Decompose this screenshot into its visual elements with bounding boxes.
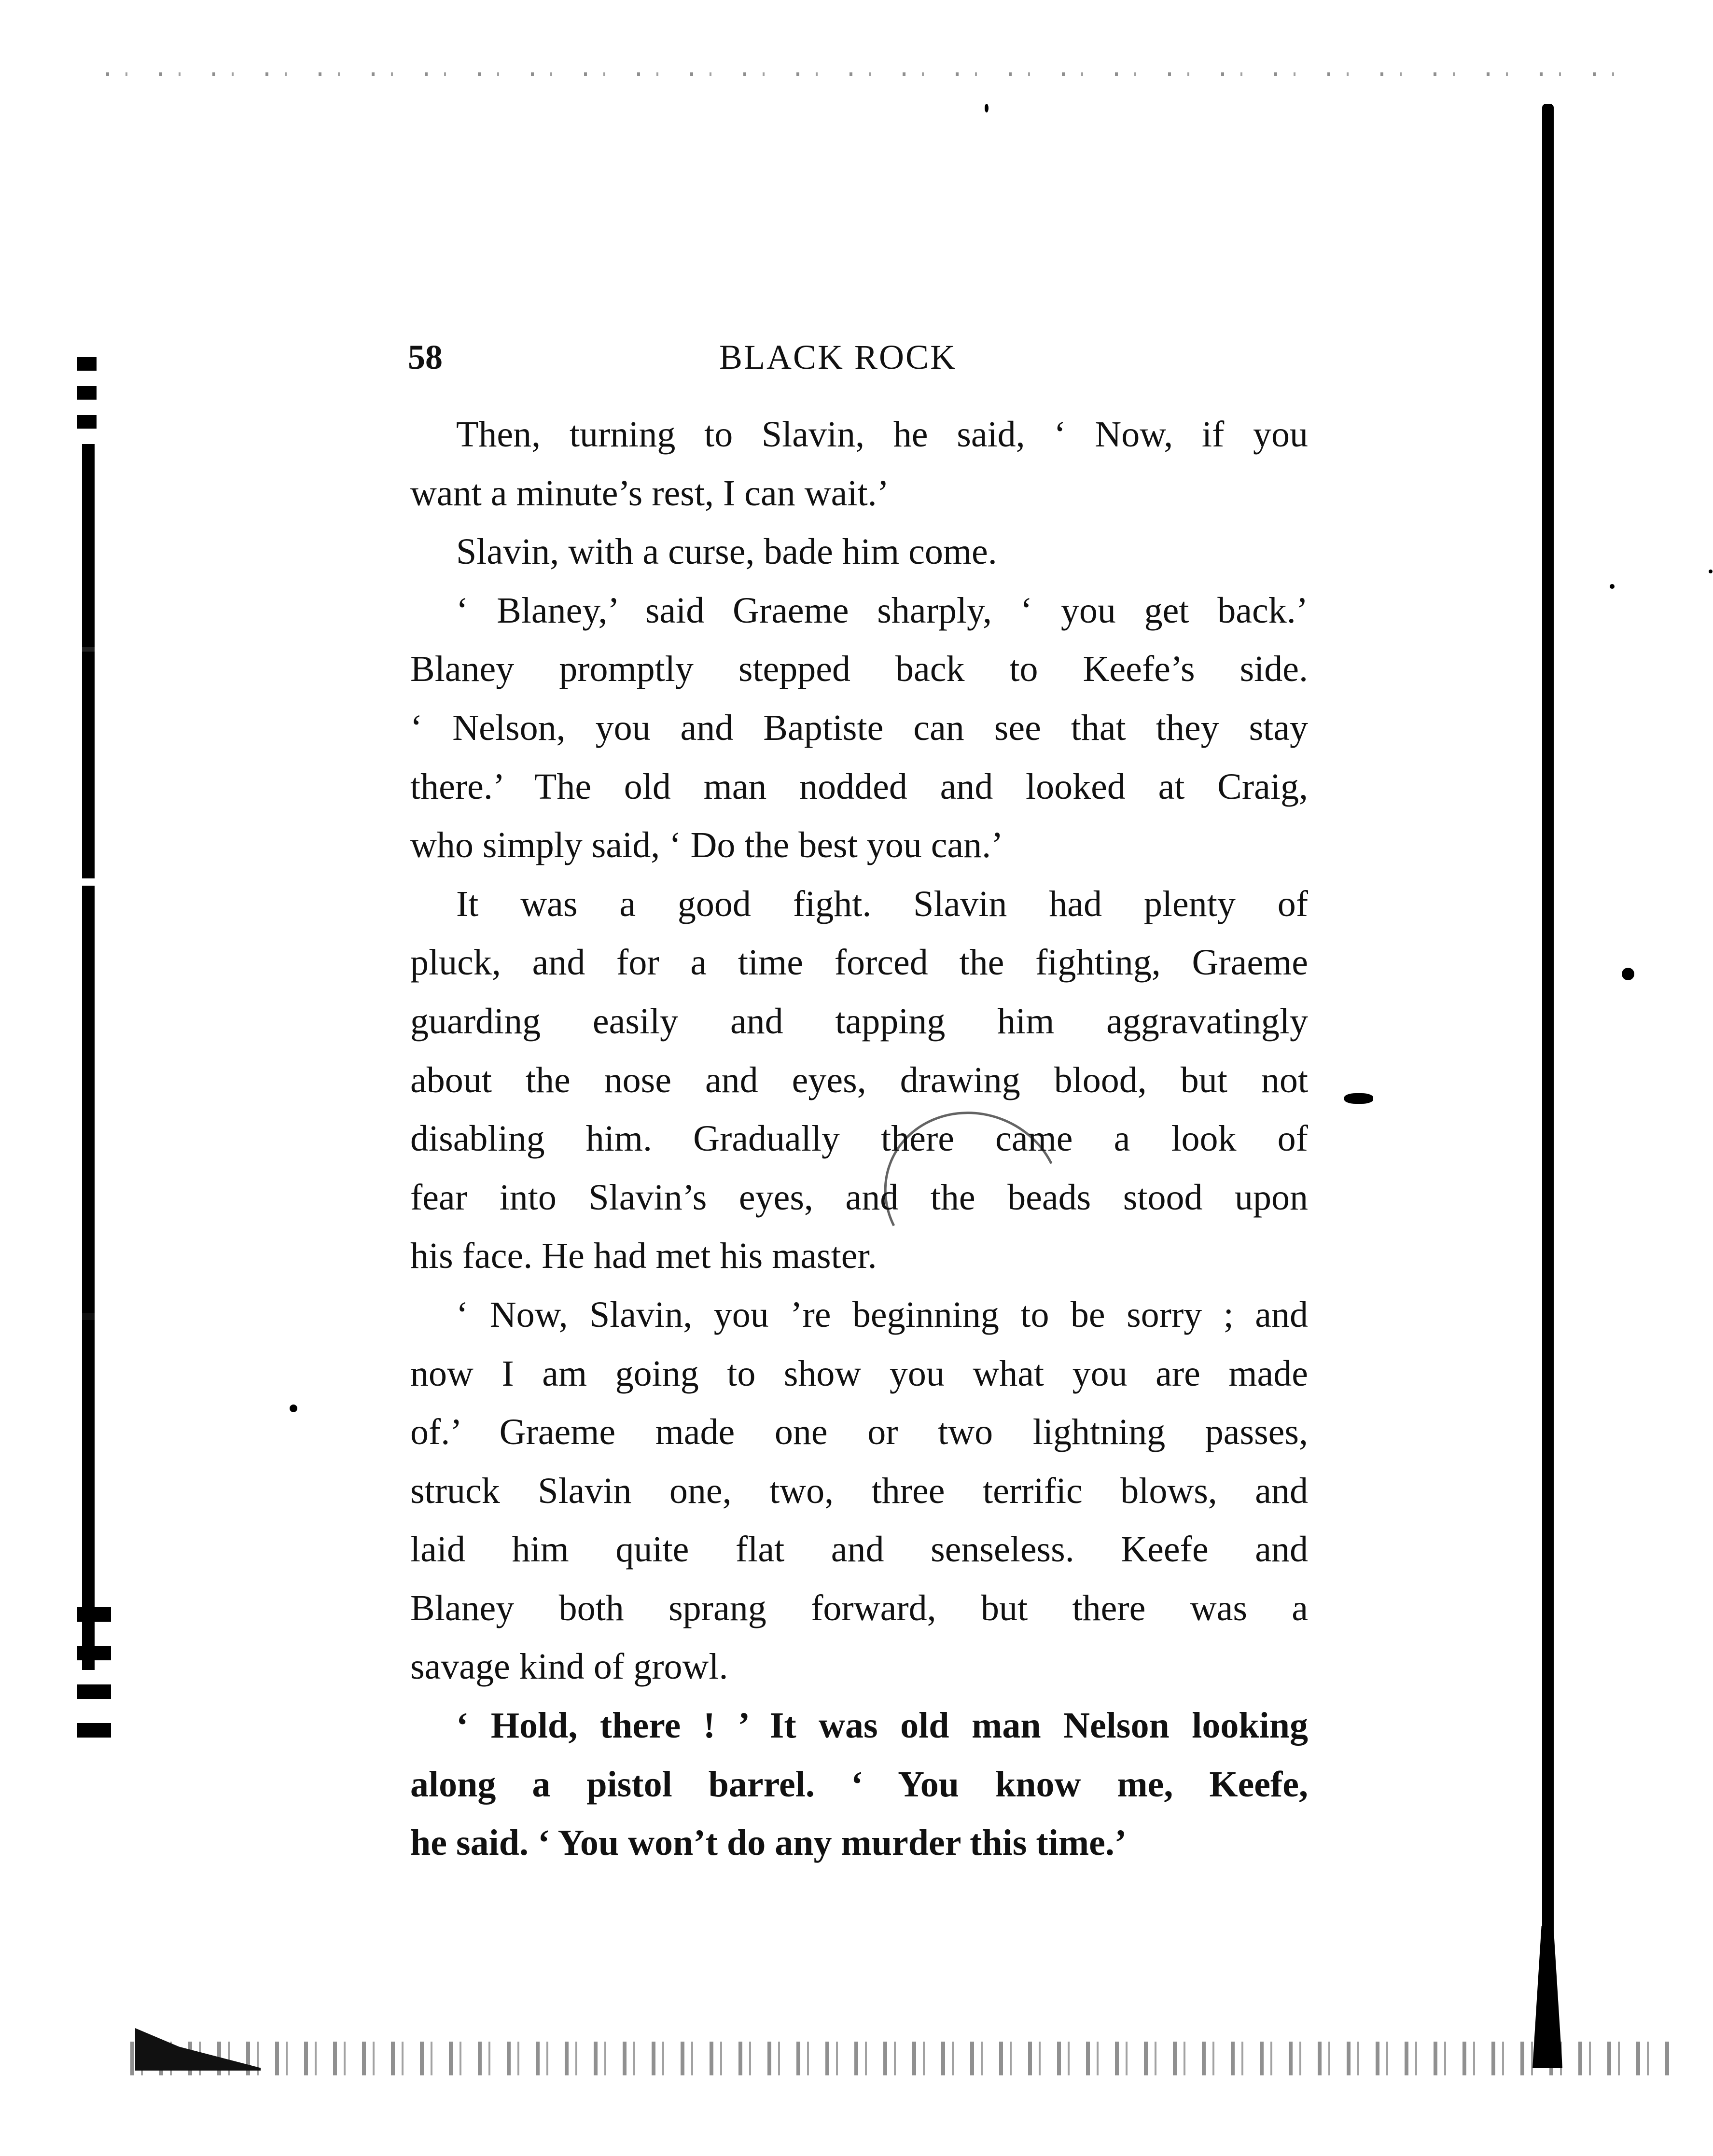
text-line: struck Slavin one, two, three terrific blows, and	[410, 1470, 1308, 1511]
text-line: ‘ Blaney,’ said Graeme sharply, ‘ you get back.’	[456, 590, 1308, 631]
text-line: who simply said, ‘ Do the best you can.’	[410, 825, 1003, 866]
page-header	[408, 331, 1064, 384]
text-line: savage kind of growl.	[410, 1646, 728, 1687]
scan-edge-ticks-lower-left	[77, 1607, 111, 1762]
text-line: want a minute’s rest, I can wait.’	[410, 473, 889, 514]
scan-edge-bottom	[130, 2042, 1675, 2075]
text-line: Blaney both sprang forward, but there was a	[410, 1587, 1308, 1628]
text-line: Slavin, with a curse, bade him come.	[456, 531, 997, 572]
scan-binding-edge-right	[1542, 104, 1554, 2068]
scan-speck	[1610, 584, 1615, 589]
text-line: ‘ Hold, there ! ’ It was old man Nelson looking	[456, 1705, 1308, 1746]
text-line: Blaney promptly stepped back to Keefe’s side.	[410, 649, 1308, 690]
text-line: pluck, and for a time forced the fighting, Graeme	[410, 942, 1308, 983]
text-line: It was a good fight. Slavin had plenty of	[456, 883, 1308, 924]
scan-edge-top	[106, 72, 1627, 76]
text-line: Then, turning to Slavin, he said, ‘ Now, if you	[456, 414, 1308, 455]
scan-speck	[985, 104, 989, 112]
text-line: disabling him. Gradually there came a look of	[410, 1118, 1308, 1159]
text-line: there.’ The old man nodded and looked at Craig,	[410, 766, 1308, 807]
scan-binding-edge-left	[82, 444, 95, 1670]
text-line: his face. He had met his master.	[410, 1236, 877, 1277]
scan-speck	[1709, 570, 1713, 573]
running-title: BLACK ROCK	[719, 338, 957, 376]
text-line: along a pistol barrel. ‘ You know me, Keefe,	[410, 1764, 1308, 1805]
text-line: ‘ Nelson, you and Baptiste can see that they stay	[410, 707, 1308, 748]
scan-speck	[290, 1405, 297, 1412]
scan-speck	[1344, 1093, 1373, 1104]
scan-binding-base-right	[1532, 1926, 1562, 2068]
page-number: 58	[408, 338, 443, 376]
scan-edge-ticks-upper-left	[77, 357, 97, 434]
text-line: he said. ‘ You won’t do any murder this time.’	[410, 1822, 1127, 1864]
body-text	[410, 405, 1308, 1873]
text-line: of.’ Graeme made one or two lightning passes,	[410, 1412, 1308, 1453]
text-line: laid him quite flat and senseless. Keefe and	[410, 1529, 1308, 1570]
scan-speck	[1622, 968, 1634, 980]
text-line: now I am going to show you what you are made	[410, 1353, 1308, 1394]
text-line: fear into Slavin’s eyes, and the beads stood upon	[410, 1177, 1308, 1218]
text-line: guarding easily and tapping him aggravatingly	[410, 1001, 1308, 1042]
text-line: ‘ Now, Slavin, you ’re beginning to be sorry ; and	[456, 1294, 1308, 1335]
text-line: about the nose and eyes, drawing blood, but not	[410, 1059, 1308, 1100]
